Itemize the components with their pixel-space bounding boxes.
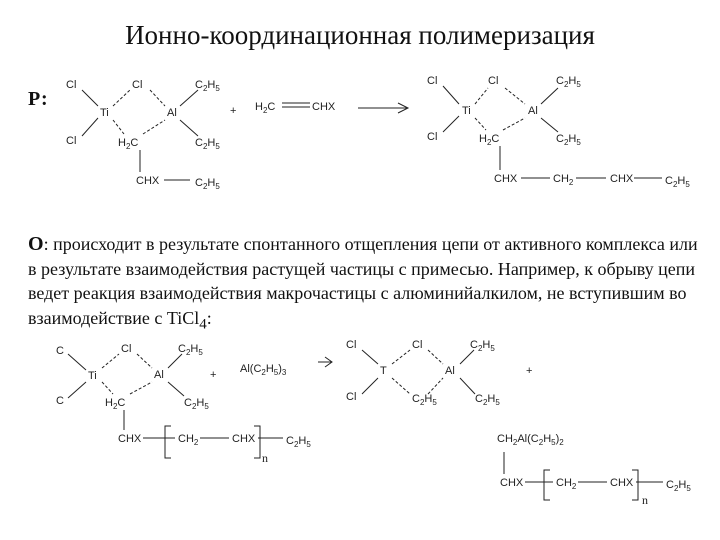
reactant-complex-1: [66, 79, 236, 191]
ethyl-label: $C_2H_5$: [195, 79, 220, 93]
reaction-arrow-1: [358, 103, 408, 113]
plus-sign: +: [210, 369, 217, 381]
ethylene-monomer: [255, 101, 336, 115]
chx-label: CHX: [312, 101, 336, 113]
ethyl-label: $C_2H_5$: [178, 343, 203, 357]
plus-sign: +: [230, 105, 237, 117]
ti-label: Ti: [100, 107, 109, 119]
cl-label: Cl: [66, 79, 77, 91]
chx-label: CHX: [232, 433, 256, 445]
cl-label: Cl: [427, 75, 438, 87]
ethyl-label: $C_2H_5$: [184, 397, 209, 411]
cl-label: Cl: [412, 339, 423, 351]
ethyl-label: $C_2H_5$: [556, 133, 581, 147]
al-label: Al: [167, 107, 177, 119]
c-label: C: [56, 395, 64, 407]
chx-label: CHX: [136, 175, 160, 187]
termination-label: О: [28, 233, 44, 255]
ethyl-label: $C_2H_5$: [475, 393, 500, 407]
cl-label: Cl: [427, 131, 438, 143]
c-label: C: [56, 345, 64, 357]
al-label: Al: [445, 365, 455, 377]
chx-label: CHX: [610, 477, 634, 489]
ch2-label: $CH_2$: [178, 433, 199, 447]
ch2-label: $CH_2$: [556, 477, 577, 491]
ti-label: T: [380, 365, 387, 377]
chx-label: CHX: [500, 477, 524, 489]
product-complex-2: [346, 339, 532, 407]
ethyl-label: $C_2H_5$: [195, 137, 220, 151]
cl-label: Cl: [66, 135, 77, 147]
slide-title: Ионно-координационная полимеризация: [125, 20, 595, 50]
cl-label: Cl: [132, 79, 143, 91]
ethyl-label: $C_2H_5$: [556, 75, 581, 89]
terminated-polymer-chain: [497, 433, 691, 507]
cl-label: Cl: [488, 75, 499, 87]
ethyl-label: $C_2H_5$: [665, 175, 690, 189]
h2c-label: $H_2C$: [255, 101, 276, 115]
h2c-label: $H_2C$: [118, 137, 139, 151]
altriethyl-label: $Al(C_2H_5)_3$: [240, 363, 287, 377]
chx-label: CHX: [494, 173, 518, 185]
ethyl-label: $C_2H_5$: [666, 479, 691, 493]
ethyl-label: $C_2H_5$: [286, 435, 311, 449]
ethyl-label: $C_2H_5$: [470, 339, 495, 353]
h2c-label: $H_2C$: [105, 397, 126, 411]
aluminium-triethyl: [240, 363, 287, 377]
termination-end: :: [206, 307, 212, 328]
chx-label: CHX: [610, 173, 634, 185]
ti-label: Ti: [88, 370, 97, 382]
ethyl-label: $C_2H_5$: [412, 393, 437, 407]
product-complex-1: [427, 75, 690, 189]
reaction-arrow-2: [318, 357, 332, 367]
cl-label: Cl: [121, 343, 132, 355]
al-label: Al: [528, 105, 538, 117]
reactant-complex-2: [56, 343, 311, 465]
ethyl-label: $C_2H_5$: [195, 177, 220, 191]
h2c-label: $H_2C$: [479, 133, 500, 147]
cl-label: Cl: [346, 391, 357, 403]
repeat-n-label: n: [262, 451, 268, 465]
ch2-al-label: $CH_2Al(C_2H_5)_2$: [497, 433, 564, 447]
termination-subscript: 4: [199, 316, 207, 333]
cl-label: Cl: [346, 339, 357, 351]
ch2-label: $CH_2$: [553, 173, 574, 187]
plus-sign: +: [526, 365, 533, 377]
propagation-label: Р:: [28, 88, 48, 110]
termination-text: : происходит в результате спонтанного отщепления цепи от активного комплекса или в результате взаимодействия растущей частицы с примесью. Например, к обрыву цепи ведет реакция взаимодействия макрочастицы с алюминийалкилом, не вступившим во взаимодействие с TiCl: [28, 234, 698, 328]
repeat-n-label: n: [642, 493, 648, 507]
ti-label: Ti: [462, 105, 471, 117]
al-label: Al: [154, 369, 164, 381]
chx-label: CHX: [118, 433, 142, 445]
